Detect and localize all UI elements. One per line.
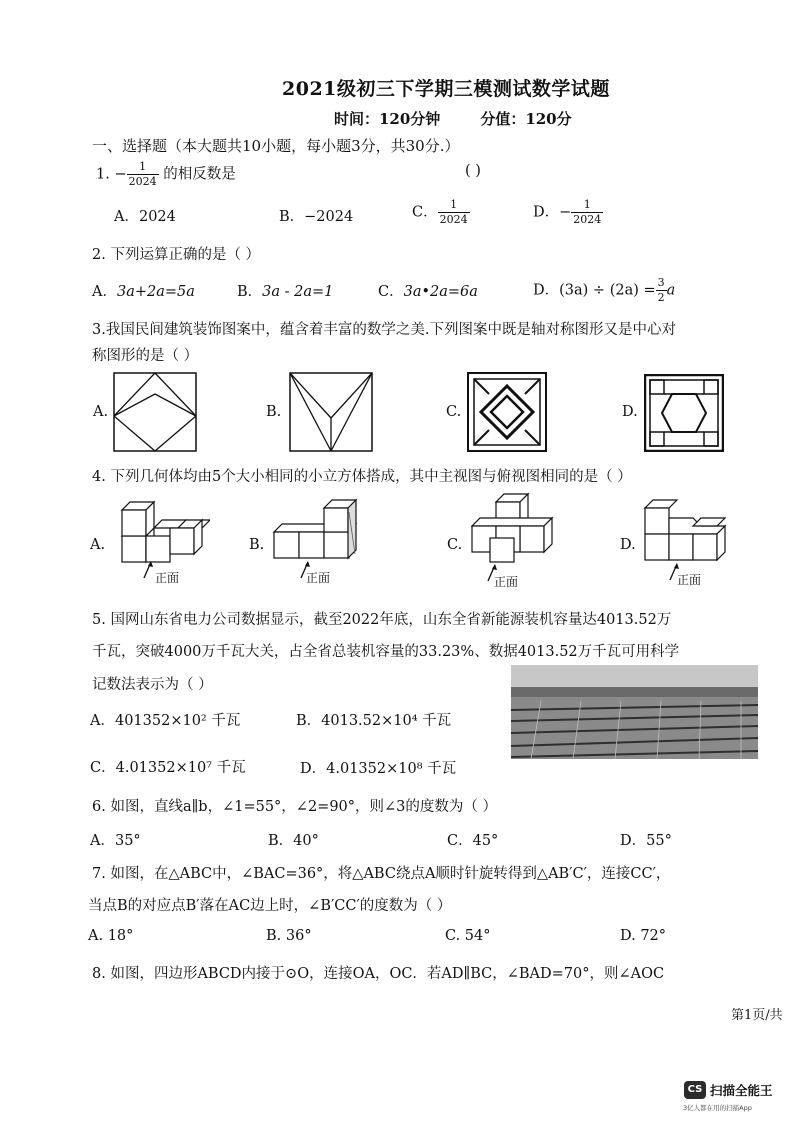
q4-figure-a xyxy=(114,498,210,568)
q5-option-b: B．4013.52×10⁴ 千瓦 xyxy=(296,713,452,729)
q7-option-d: D. 72° xyxy=(620,928,667,944)
q1-text: 的相反数是 xyxy=(163,166,236,183)
question-4: 4. 下列几何体均由5个大小相同的小立方体搭成，其中主视图与俯视图相同的是（ ） xyxy=(92,469,632,485)
q3-label-c: C. xyxy=(446,404,462,420)
question-5-line3: 记数法表示为（ ） xyxy=(92,677,213,693)
question-7-line2: 当点B的对应点B′落在AC边上时，∠B′CC′的度数为（ ） xyxy=(88,898,452,914)
q2-option-c: C．3a•2a=6a xyxy=(378,284,478,300)
exam-time: 时间：120分钟 xyxy=(334,110,441,128)
q2-option-a: A．3a+2a=5a xyxy=(92,284,195,300)
exam-score: 分值：120分 xyxy=(480,110,572,128)
q4-figure-d xyxy=(643,498,735,568)
q4-figure-c xyxy=(466,492,558,568)
q2-option-b: B．3a - 2a=1 xyxy=(237,284,334,300)
q1-option-b: B．−2024 xyxy=(279,209,354,225)
q3-figure-d xyxy=(644,374,724,452)
q4-label-a: A. xyxy=(90,537,106,553)
q7-option-a: A. 18° xyxy=(88,928,134,944)
q1-number: 1. xyxy=(96,166,110,183)
solar-farm-photo xyxy=(511,665,758,759)
q5-option-a: A．401352×10² 千瓦 xyxy=(90,713,241,729)
q1-minus: − xyxy=(114,166,127,183)
question-1 xyxy=(96,160,236,189)
question-2: 2. 下列运算正确的是（ ） xyxy=(92,247,261,263)
q4-label-d: D. xyxy=(620,537,636,553)
q1-option-a: A．2024 xyxy=(114,209,176,225)
exam-title: 2021级初三下学期三模测试数学试题 xyxy=(282,78,610,100)
camscanner-logo-icon: CS xyxy=(684,1081,706,1099)
camscanner-brand: 扫描全能王 xyxy=(710,1083,773,1098)
q7-option-c: C. 54° xyxy=(445,928,491,944)
question-3-line1: 3.我国民间建筑装饰图案中，蕴含着丰富的数学之美.下列图案中既是轴对称图形又是中心对 xyxy=(92,322,676,338)
question-7-line1: 7. 如图，在△ABC中，∠BAC=36°，将△ABC绕点A顺时针旋转得到△AB′C′，连接CC′， xyxy=(92,866,671,882)
q4-figure-b xyxy=(272,498,362,568)
q4-front-label-c: 正面 xyxy=(494,575,519,589)
q3-figure-b xyxy=(289,372,373,452)
q2-option-d: D．(3a) ÷ (2a) = $\frac{3}{2}$ a xyxy=(533,276,676,304)
q6-option-a: A．35° xyxy=(90,833,141,849)
question-8: 8. 如图，四边形ABCD内接于⊙O，连接OA，OC．若AD∥BC，∠BAD=70°，则∠AOC xyxy=(92,966,665,982)
q5-option-c: C．4.01352×10⁷ 千瓦 xyxy=(90,760,246,776)
question-5-line1: 5. 国网山东省电力公司数据显示，截至2022年底，山东全省新能源装机容量达4013.52万 xyxy=(92,612,672,628)
q3-label-b: B. xyxy=(266,404,282,420)
q1-answer-paren: ( ) xyxy=(465,163,481,179)
exam-subtitle xyxy=(334,108,572,129)
q4-label-b: B. xyxy=(249,537,265,553)
camscanner-tagline: 3亿人都在用的扫描App xyxy=(683,1104,752,1112)
q3-figure-a xyxy=(113,372,197,452)
question-3-line2: 称图形的是（ ） xyxy=(92,348,199,364)
q3-label-d: D. xyxy=(622,404,638,420)
q6-option-c: C．45° xyxy=(447,833,499,849)
q7-option-b: B. 36° xyxy=(266,928,312,944)
question-6: 6. 如图，直线a∥b，∠1=55°，∠2=90°，则∠3的度数为（ ） xyxy=(92,799,498,815)
q3-label-a: A. xyxy=(93,404,109,420)
section-heading: 一、选择题（本大题共10小题，每小题3分，共30分.） xyxy=(92,137,460,155)
q3-figure-c xyxy=(467,372,547,452)
q5-option-d: D．4.01352×10⁸ 千瓦 xyxy=(300,761,457,777)
q1-fraction: $\frac{1}{2024}$ xyxy=(128,160,157,188)
question-5-line2: 千瓦，突破4000万千瓦大关，占全省总装机容量的33.23%、数据4013.52万千瓦可用科学 xyxy=(92,644,680,660)
q1-option-d: D．− $\frac{1}{2024}$ xyxy=(533,198,602,226)
q4-front-label-a: 正面 xyxy=(155,571,180,585)
q4-label-c: C. xyxy=(447,537,463,553)
q4-front-label-b: 正面 xyxy=(306,571,331,585)
q1-option-c: C． $\frac{1}{2024}$ xyxy=(412,198,468,226)
q6-option-b: B．40° xyxy=(268,833,319,849)
q6-option-d: D．55° xyxy=(620,833,672,849)
page-number: 第1页/共 xyxy=(731,1008,783,1023)
q4-front-label-d: 正面 xyxy=(677,573,702,587)
